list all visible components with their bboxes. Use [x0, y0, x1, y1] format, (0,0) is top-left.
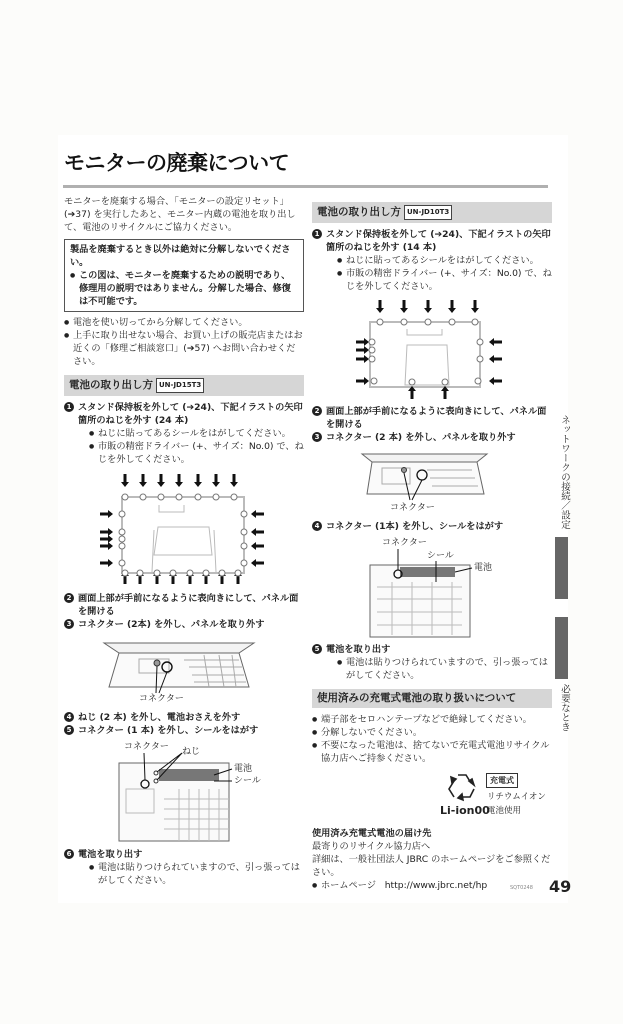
screw-diagram-10t3 [312, 297, 552, 401]
step-note: ● ねじに貼ってあるシールをはがしてください。 [337, 254, 552, 267]
side-tab-when-needed[interactable]: 必要なとき [559, 684, 570, 732]
step-1: 1 スタンド保持板を外して (➔24)、下記イラストの矢印箇所のねじを外す (14 本) [312, 228, 552, 254]
step-2: 2 画面上部が手前になるように表向きにして、パネル面を開ける [64, 592, 304, 618]
homepage-line: ● ホームページ http://www.jbrc.net/hp [312, 879, 552, 892]
destination-line: 最寄りのリサイクル協力店へ [312, 841, 431, 852]
step-note: ● 電池は貼りつけられていますので、引っ張ってはがしてください。 [337, 656, 552, 682]
step-5: 5 電池を取り出す [312, 643, 552, 656]
section-heading-15t3: 電池の取り出し方 UN-JD15T3 [64, 375, 304, 396]
page-title: モニターの廃棄について [64, 151, 290, 175]
side-tab-block-1[interactable] [555, 537, 568, 599]
step-note: ● 電池は貼りつけられていますので、引っ張ってはがしてください。 [89, 861, 304, 887]
panel-open-diagram-15t3 [64, 635, 304, 707]
step-note: ● 市販の精密ドライバー (+、サイズ：No.0) で、ねじを外してください。 [89, 440, 304, 466]
monitor-back-outline [64, 470, 304, 588]
recycle-mark [312, 769, 552, 819]
step-number: 1 [64, 402, 74, 412]
section-heading-used-battery: 使用済みの充電式電池の取り扱いについて [312, 689, 552, 708]
connector-label: コネクター [390, 503, 435, 513]
section-heading-10t3: 電池の取り出し方 UN-JD10T3 [312, 202, 552, 223]
homepage-link[interactable]: http://www.jbrc.net/hp [384, 880, 488, 891]
screw-label: ねじ [182, 747, 201, 757]
page-number: 49 [549, 877, 572, 896]
battery-label: 電池 [474, 563, 493, 573]
connector-label: コネクター [124, 742, 169, 752]
battery-illustration [312, 537, 552, 639]
screw-diagram-15t3 [64, 470, 304, 588]
seal-label: シール [234, 776, 261, 786]
warning-box [64, 239, 304, 312]
step-3: 3 コネクター (2本) を外し、パネルを取り外す [64, 618, 304, 631]
model-badge: UN-JD10T3 [404, 205, 452, 220]
intro-text: モニターを廃棄する場合、「モニターの設定リセット」(➔37) を実行したあと、モニター内蔵の電池を取り出して、電池のリサイクルにご協力ください。 [64, 196, 296, 233]
step-3: 3 コネクター (2 本) を外し、パネルを取り外す [312, 431, 552, 444]
battery-note: ● 端子部をセロハンテープなどで絶縁してください。 [312, 713, 552, 726]
warning-bullet: ● この図は、モニターを廃棄するための説明であり、修理用の説明ではありません。分解した場合、修復は不可能です。 [70, 269, 298, 308]
step-2: 2 画面上部が手前になるように表向きにして、パネル面を開ける [312, 405, 552, 431]
battery-label: 電池 [234, 764, 253, 774]
warning-title: 製品を廃棄するとき以外は絶対に分解しないでください。 [70, 244, 291, 268]
step-5: 5 コネクター (1 本) を外し、シールをはがす [64, 724, 304, 737]
panel-open-diagram-10t3 [312, 448, 552, 516]
side-tab-block-2[interactable] [555, 617, 568, 679]
note-item: ● 上手に取り出せない場合、お買い上げの販売店またはお近くの「修理ご相談窓口」(➔57) へお問い合わせください。 [64, 329, 304, 368]
recycle-code: Li-ion00 [440, 804, 490, 817]
battery-diagram-15t3 [64, 741, 304, 844]
recycle-line2: 電池使用 [487, 806, 522, 816]
battery-note: ● 分解しないでください。 [312, 726, 552, 739]
manual-page [58, 135, 572, 903]
battery-note: ● 不要になった電池は、捨てないで充電式電池リサイクル協力店へご持参ください。 [312, 739, 552, 765]
panel-illustration [64, 635, 304, 695]
model-badge: UN-JD15T3 [156, 378, 204, 393]
side-tab-network[interactable]: ネットワークの接続／設定 [559, 415, 570, 529]
step-1: 1 スタンド保持板を外して (➔24)、下記イラストの矢印箇所のねじを外す (24 本) [64, 401, 304, 427]
battery-illustration [64, 741, 304, 844]
document-code: SQT0248 [510, 885, 533, 891]
destination-title: 使用済み充電式電池の届け先 [312, 828, 432, 839]
destination-line: 詳細は、一般社団法人 JBRC のホームページをご参照ください。 [312, 854, 551, 878]
recycle-line1: リチウムイオン [487, 792, 546, 802]
seal-label: シール [427, 551, 454, 561]
rechargeable-badge: 充電式 [486, 773, 518, 788]
panel-illustration [312, 448, 552, 504]
monitor-back-outline [312, 297, 552, 401]
left-column [64, 180, 304, 887]
connector-label: コネクター [382, 538, 427, 548]
right-column [312, 200, 552, 892]
connector-label: コネクター [139, 694, 184, 704]
step-6: 6 電池を取り出す [64, 848, 304, 861]
step-4: 4 コネクター (1本) を外し、シールをはがす [312, 520, 552, 533]
step-4: 4 ねじ (2 本) を外し、電池おさえを外す [64, 711, 304, 724]
recycle-icon [444, 771, 480, 805]
note-item: ● 電池を使い切ってから分解してください。 [64, 316, 304, 329]
battery-diagram-10t3 [312, 537, 552, 639]
step-note: ● ねじに貼ってあるシールをはがしてください。 [89, 427, 304, 440]
step-note: ● 市販の精密ドライバー (+、サイズ：No.0) で、ねじを外してください。 [337, 267, 552, 293]
